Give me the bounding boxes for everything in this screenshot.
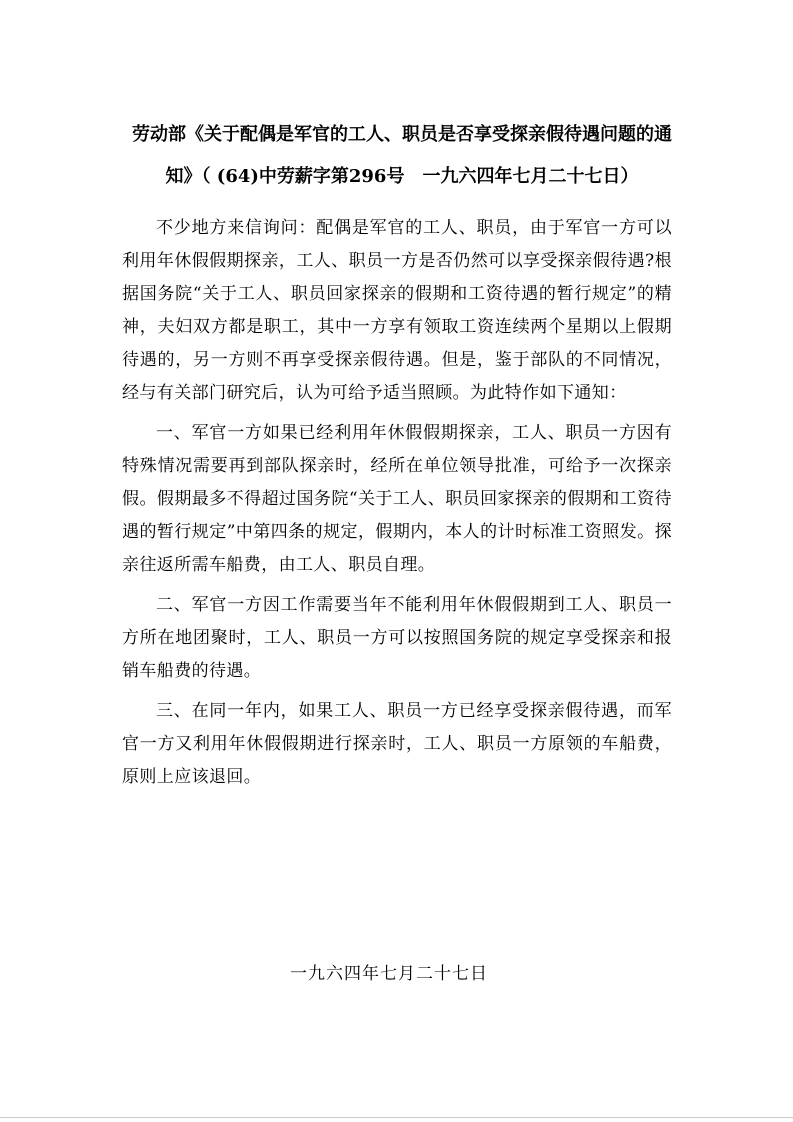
paragraph-item-2: 二、军官一方因工作需要当年不能利用年休假假期到工人、职员一方所在地团聚时，工人、职员一方可以按照国务院的规定享受探亲和报销车船费的待遇。 <box>122 595 672 681</box>
document-date: 一九六四年七月二十七日 <box>290 964 488 984</box>
document-title: 劳动部《关于配偶是军官的工人、职员是否享受探亲假待遇问题的通知》（ (64)中劳薪字第296号 一九六四年七月二十七日） <box>132 124 672 187</box>
paragraph-item-3: 三、在同一年内，如果工人、职员一方已经享受探亲假待遇，而军官一方又利用年休假假期进行探亲时，工人、职员一方原领的车船费，原则上应该退回。 <box>122 701 672 787</box>
paragraph-intro: 不少地方来信询问：配偶是军官的工人、职员，由于军官一方可以利用年休假假期探亲，工人、职员一方是否仍然可以享受探亲假待遇?根据国务院“关于工人、职员回家探亲的假期和工资待遇的暂行规定”的精神，夫妇双方都是职工，其中一方享有领取工资连续两个星期以上假期待遇的，另一方则不再享受探亲假待遇。但是，鉴于部队的不同情况，经与有关部门研究后，认为可给予适当照顾。为此特作如下通知： <box>122 218 672 403</box>
document-body <box>122 212 672 801</box>
page-bottom-divider <box>0 1117 793 1118</box>
paragraph-item-1: 一、军官一方如果已经利用年休假假期探亲，工人、职员一方因有特殊情况需要再到部队探亲时，经所在单位领导批准，可给予一次探亲假。假期最多不得超过国务院“关于工人、职员回家探亲的假期和工资待遇的暂行规定”中第四条的规定，假期内，本人的计时标准工资照发。探亲往返所需车船费，由工人、职员自理。 <box>122 423 672 575</box>
